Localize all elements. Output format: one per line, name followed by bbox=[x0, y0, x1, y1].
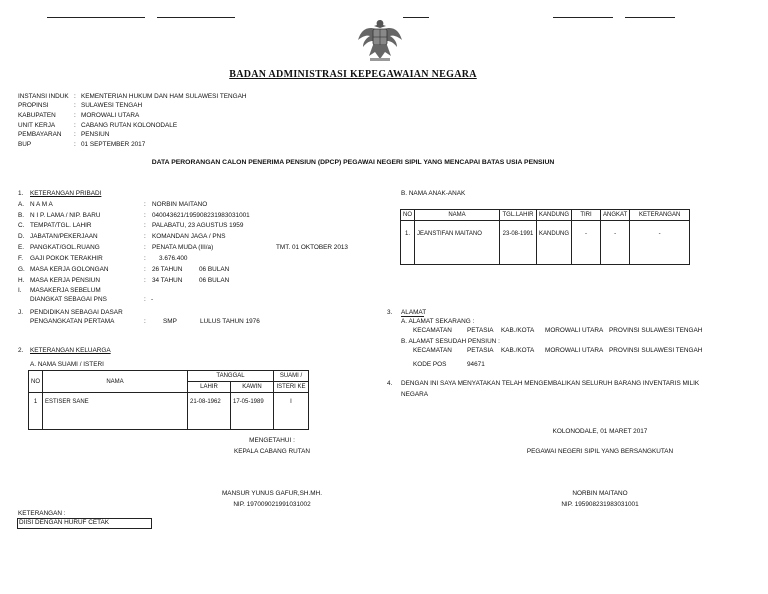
cell: 21-08-1962 bbox=[188, 393, 231, 430]
top-line bbox=[553, 17, 613, 18]
col-header: TIRI bbox=[572, 210, 601, 221]
top-line bbox=[157, 17, 235, 18]
row-label: N I P. LAMA / NIP. BARU bbox=[30, 212, 101, 219]
row-value: SMP bbox=[163, 318, 177, 325]
row-label: TEMPAT/TGL. LAHIR bbox=[30, 222, 92, 229]
row-label: MASA KERJA PENSIUN bbox=[30, 277, 100, 284]
children-heading: B. NAMA ANAK-ANAK bbox=[401, 190, 466, 197]
approver-title: KEPALA CABANG RUTAN bbox=[233, 448, 311, 455]
address-part: KECAMATAN bbox=[413, 347, 452, 354]
row-label: JABATAN/PEKERJAAN bbox=[30, 233, 98, 240]
row-label: PANGKAT/GOL.RUANG bbox=[30, 244, 100, 251]
row-colon: : bbox=[144, 222, 146, 229]
top-line bbox=[403, 17, 429, 18]
footer-note: DIISI DENGAN HURUF CETAK bbox=[19, 519, 110, 526]
row-colon: : bbox=[144, 244, 146, 251]
info-colon: : bbox=[74, 112, 76, 119]
row-key: F. bbox=[18, 255, 23, 262]
signer-title: PEGAWAI NEGERI SIPIL YANG BERSANGKUTAN bbox=[526, 448, 674, 455]
current-address-label: A. ALAMAT SEKARANG : bbox=[401, 318, 475, 325]
children-table bbox=[400, 209, 690, 265]
info-value: 01 SEPTEMBER 2017 bbox=[81, 141, 146, 148]
address-part: KECAMATAN bbox=[413, 327, 452, 334]
row-extra: 06 BULAN bbox=[199, 277, 230, 284]
postal-code-label: KODE POS bbox=[413, 361, 447, 368]
info-label: PEMBAYARAN bbox=[18, 131, 62, 138]
col-header: NO bbox=[29, 371, 43, 393]
row-label: N A M A bbox=[30, 201, 53, 208]
address-part: PROVINSI SULAWESI TENGAH bbox=[609, 347, 703, 354]
address-part: PETASIA bbox=[467, 327, 494, 334]
info-value: SULAWESI TENGAH bbox=[81, 102, 143, 109]
info-colon: : bbox=[74, 131, 76, 138]
row-key: E. bbox=[18, 244, 25, 251]
signer-nip: NIP. 195908231983031001 bbox=[561, 501, 639, 508]
row-key: G. bbox=[18, 266, 25, 273]
cell: 1 bbox=[29, 393, 43, 430]
place-date: KOLONODALE, 01 MARET 2017 bbox=[552, 428, 648, 435]
col-header: NO bbox=[401, 210, 415, 221]
address-part: PETASIA bbox=[467, 347, 494, 354]
row-value: 26 TAHUN bbox=[152, 266, 183, 273]
row-colon: : bbox=[144, 212, 146, 219]
row-colon: : bbox=[144, 266, 146, 273]
cell: - bbox=[601, 221, 630, 265]
row-value: KOMANDAN JAGA / PNS bbox=[152, 233, 226, 240]
underline bbox=[401, 316, 424, 317]
row-value: 3.676.400 bbox=[159, 255, 188, 262]
row-label: GAJI POKOK TERAKHIR bbox=[30, 255, 103, 262]
info-value: PENSIUN bbox=[81, 131, 110, 138]
info-value: MOROWALI UTARA bbox=[81, 112, 140, 119]
row-colon: : bbox=[144, 255, 146, 262]
section-heading: KETERANGAN PRIBADI bbox=[30, 190, 102, 197]
table-row bbox=[29, 393, 309, 430]
section-number: 2. bbox=[18, 347, 24, 354]
info-colon: : bbox=[74, 93, 76, 100]
table-row bbox=[401, 221, 690, 265]
top-line bbox=[47, 17, 145, 18]
section-number: 3. bbox=[387, 309, 393, 316]
row-key: D. bbox=[18, 233, 25, 240]
cell: - bbox=[630, 221, 690, 265]
address-part: KAB./KOTA bbox=[501, 347, 535, 354]
col-header: ISTERI KE bbox=[274, 382, 309, 393]
row-value: - bbox=[151, 296, 154, 303]
row-key: H. bbox=[18, 277, 25, 284]
row-label: PENGANGKATAN PERTAMA bbox=[30, 318, 115, 325]
col-header: KAWIN bbox=[231, 382, 274, 393]
info-label: UNIT KERJA bbox=[18, 122, 56, 129]
row-value: PENATA MUDA (III/a) bbox=[152, 244, 214, 251]
cell: KANDUNG bbox=[537, 221, 572, 265]
address-part: MOROWALI UTARA bbox=[545, 327, 604, 334]
row-value: 34 TAHUN bbox=[152, 277, 183, 284]
row-key: J. bbox=[18, 309, 23, 316]
row-key: B. bbox=[18, 212, 25, 219]
row-label: MASAKERJA SEBELUM bbox=[30, 287, 101, 294]
info-value: CABANG RUTAN KOLONODALE bbox=[81, 122, 178, 129]
row-extra: 06 BULAN bbox=[199, 266, 230, 273]
row-value: NORBIN MAITANO bbox=[152, 201, 208, 208]
info-label: BUP bbox=[18, 141, 32, 148]
cell: - bbox=[572, 221, 601, 265]
col-header: SUAMI / bbox=[274, 371, 309, 382]
statement-line: DENGAN INI SAYA MENYATAKAN TELAH MENGEMBALIKAN SELURUH BARANG INVENTARIS MILIK bbox=[401, 380, 700, 387]
cell: 17-05-1989 bbox=[231, 393, 274, 430]
col-header: TGL.LAHIR bbox=[500, 210, 537, 221]
row-colon: : bbox=[144, 296, 146, 303]
approval-label: MENGETAHUI : bbox=[249, 437, 295, 444]
info-label: PROPINSI bbox=[18, 102, 49, 109]
section-number: 4. bbox=[387, 380, 393, 387]
row-value: 040043621/195908231983031001 bbox=[152, 212, 250, 219]
garuda-emblem-icon bbox=[355, 14, 405, 64]
row-label: DIANGKAT SEBAGAI PNS bbox=[30, 296, 107, 303]
row-value: PALABATU, 23 AGUSTUS 1959 bbox=[152, 222, 244, 229]
info-label: KABUPATEN bbox=[18, 112, 56, 119]
col-header: KANDUNG bbox=[537, 210, 572, 221]
signer-name: NORBIN MAITANO bbox=[572, 490, 628, 497]
spouse-table bbox=[28, 370, 309, 430]
address-heading: ALAMAT bbox=[401, 309, 427, 316]
row-key: I. bbox=[18, 287, 22, 294]
section-heading: KETERANGAN KELUARGA bbox=[30, 347, 111, 354]
row-key: C. bbox=[18, 222, 25, 229]
document-title: DATA PERORANGAN CALON PENERIMA PENSIUN (DPCP) PEGAWAI NEGERI SIPIL YANG MENCAPAI BATAS USIA PENSIUN bbox=[151, 159, 555, 166]
statement-line: NEGARA bbox=[401, 391, 428, 398]
row-colon: : bbox=[144, 233, 146, 240]
cell: ESTISER SANE bbox=[43, 393, 188, 430]
row-key: A. bbox=[18, 201, 25, 208]
approver-name: MANSUR YUNUS GAFUR,SH.MH. bbox=[221, 490, 322, 497]
row-extra: LULUS TAHUN 1976 bbox=[200, 318, 260, 325]
row-colon: : bbox=[144, 201, 146, 208]
info-value: KEMENTERIAN HUKUM DAN HAM SULAWESI TENGAH bbox=[81, 93, 247, 100]
cell: 23-08-1991 bbox=[500, 221, 537, 265]
row-label: PENDIDIKAN SEBAGAI DASAR bbox=[30, 309, 123, 316]
cell: I bbox=[274, 393, 309, 430]
cell: 1. bbox=[401, 221, 415, 265]
top-line bbox=[625, 17, 675, 18]
retirement-address-label: B. ALAMAT SESUDAH PENSIUN : bbox=[401, 338, 500, 345]
row-colon: : bbox=[144, 318, 146, 325]
agency-title: BADAN ADMINISTRASI KEPEGAWAIAN NEGARA bbox=[229, 69, 477, 80]
col-header: KETERANGAN bbox=[630, 210, 690, 221]
section-number: 1. bbox=[18, 190, 24, 197]
approver-nip: NIP. 197009021991031002 bbox=[233, 501, 311, 508]
footer-label: KETERANGAN : bbox=[18, 510, 66, 517]
col-header: ANGKAT bbox=[601, 210, 630, 221]
postal-code: 94671 bbox=[467, 361, 485, 368]
spouse-subheading: A. NAMA SUAMI / ISTERI bbox=[30, 361, 104, 368]
col-header: LAHIR bbox=[188, 382, 231, 393]
col-header: NAMA bbox=[415, 210, 500, 221]
info-colon: : bbox=[74, 102, 76, 109]
col-header: TANGGAL bbox=[188, 371, 274, 382]
info-colon: : bbox=[74, 141, 76, 148]
address-part: PROVINSI SULAWESI TENGAH bbox=[609, 327, 703, 334]
info-label: INSTANSI INDUK bbox=[18, 93, 69, 100]
info-colon: : bbox=[74, 122, 76, 129]
cell: JEANSTIFAN MAITANO bbox=[415, 221, 500, 265]
col-header: NAMA bbox=[43, 371, 188, 393]
row-label: MASA KERJA GOLONGAN bbox=[30, 266, 109, 273]
address-part: KAB./KOTA bbox=[501, 327, 535, 334]
address-part: MOROWALI UTARA bbox=[545, 347, 604, 354]
row-colon: : bbox=[144, 277, 146, 284]
row-extra: TMT. 01 OKTOBER 2013 bbox=[276, 244, 348, 251]
